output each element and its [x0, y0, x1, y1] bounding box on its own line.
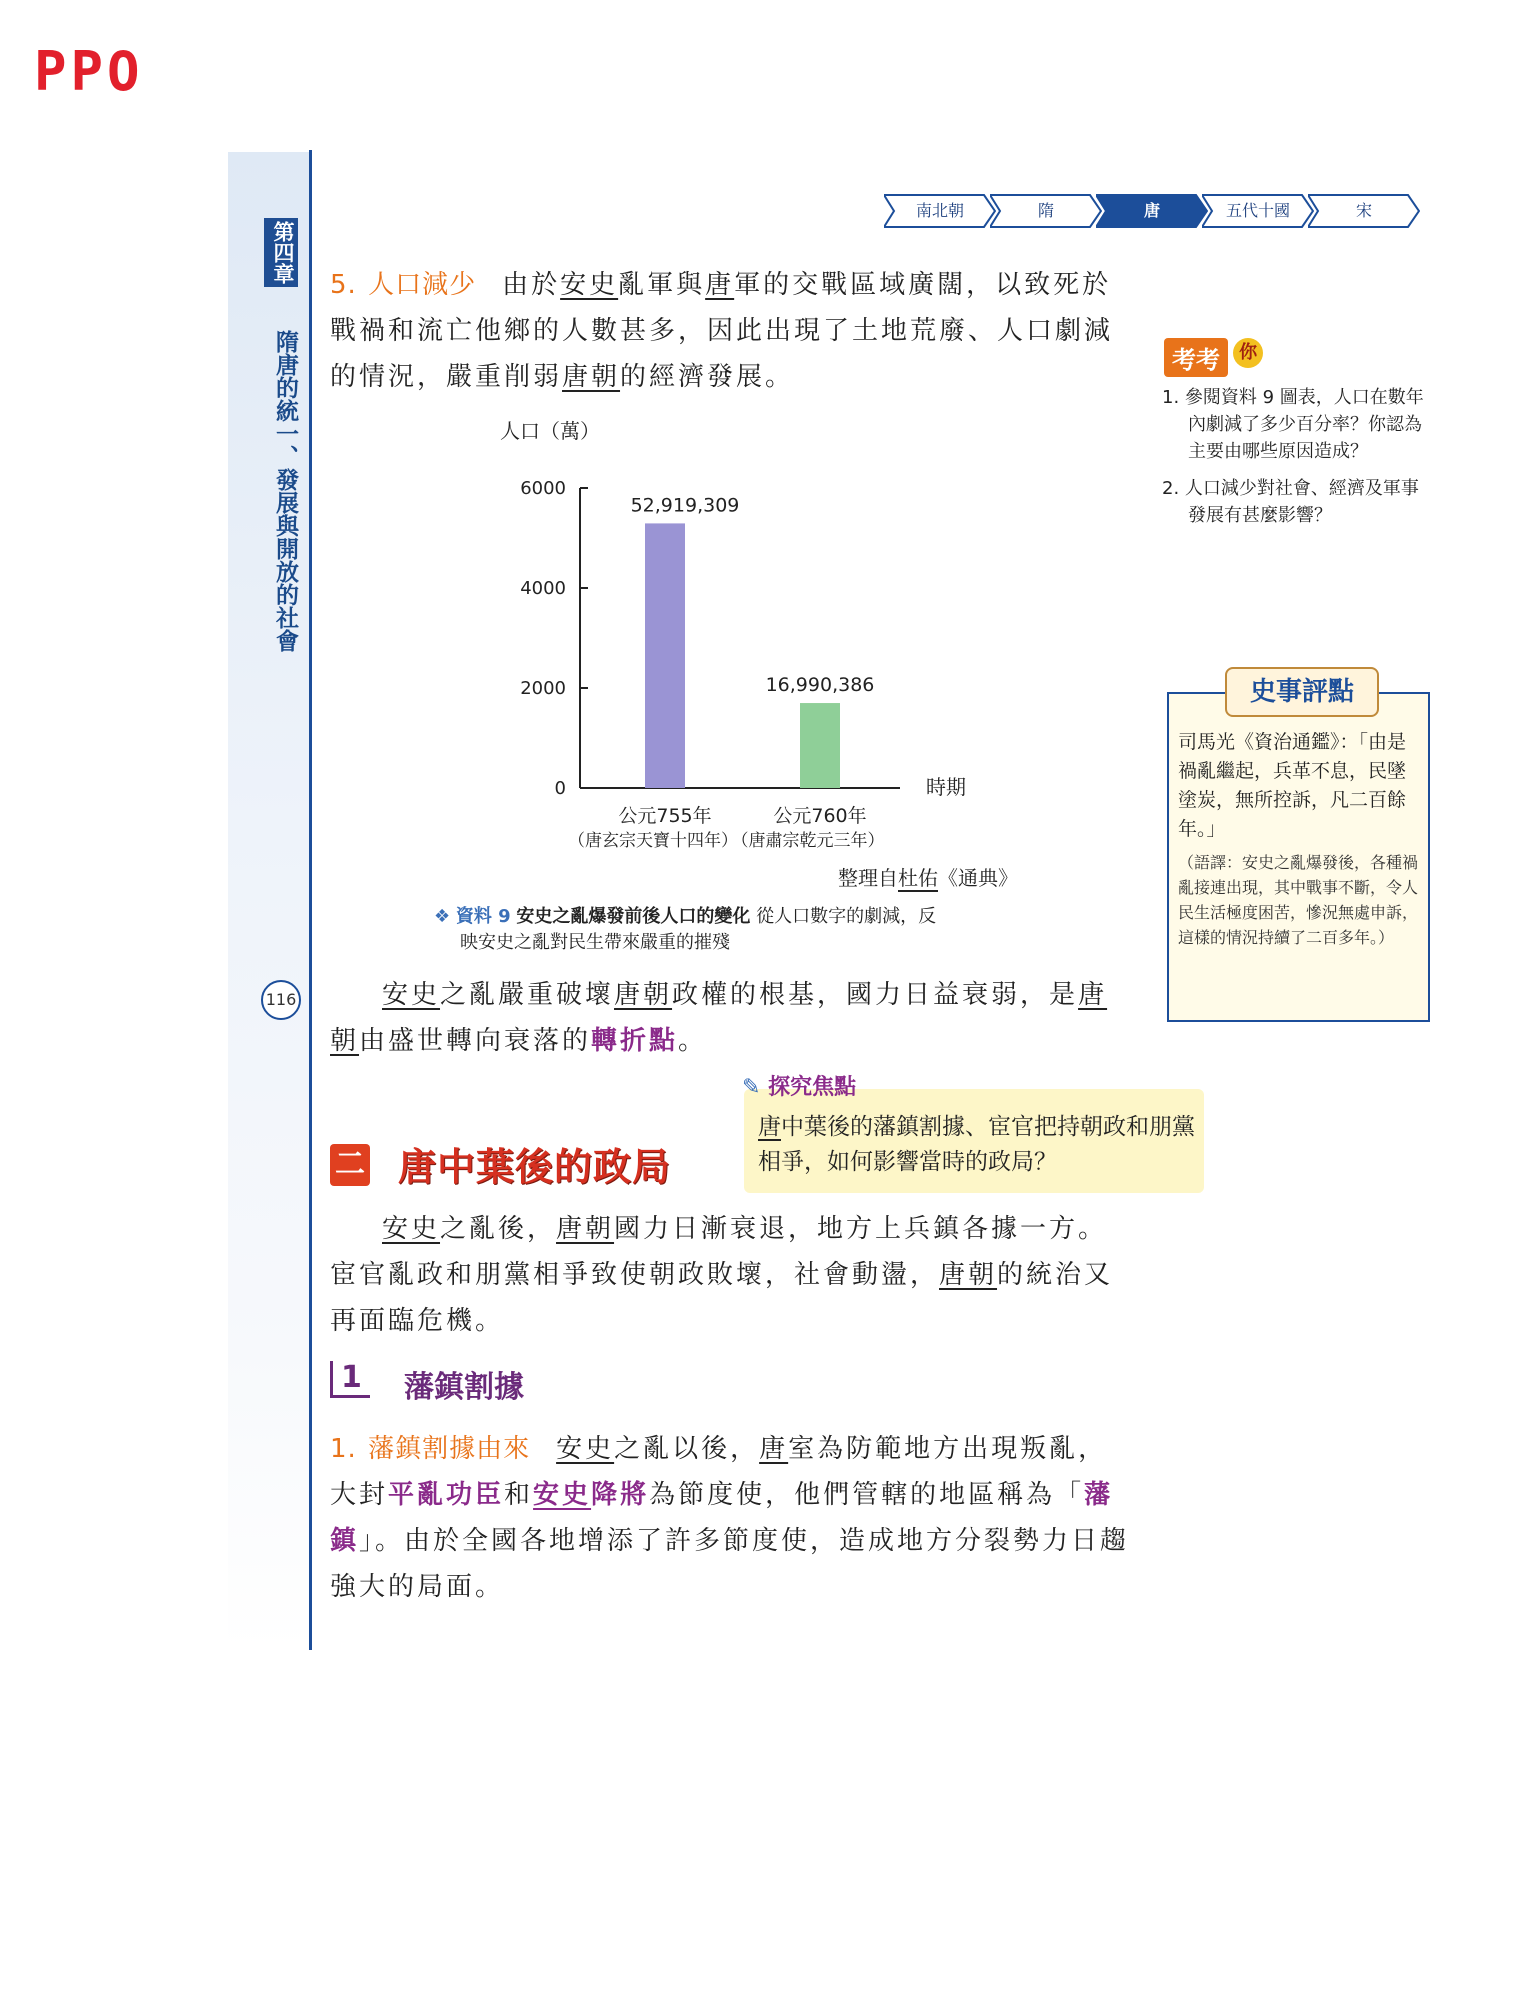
- text: 的經濟發展。: [620, 362, 795, 392]
- text: 」。由於全國各地增添了許多節度使，造成地方分裂勢力日趨強大的局面。: [330, 1526, 1130, 1602]
- timeline-item-song: 宋: [1308, 194, 1420, 228]
- timeline-item-sui: 隋: [990, 194, 1102, 228]
- key-term: 降將: [591, 1480, 650, 1510]
- inquiry-title-text: 探究焦點: [768, 1075, 857, 1100]
- para-number: 1.: [330, 1434, 357, 1464]
- proper-noun: 唐: [705, 270, 735, 300]
- inquiry-title: [742, 1070, 856, 1101]
- key-term: 安史: [533, 1480, 592, 1510]
- diamond-bullet-icon: ❖: [434, 906, 451, 927]
- bar-data-label: 16,990,386: [765, 674, 875, 697]
- text: 軍的交戰區域廣闊，以致死於戰禍和流亡他鄉的人數甚多，因此出現了土地荒廢、人口劇減的情況，嚴重削弱: [330, 270, 1114, 392]
- text: 之亂以後，: [614, 1434, 760, 1464]
- paragraph-turning-point: [330, 972, 1130, 1064]
- timeline-item-wudai: 五代十國: [1202, 194, 1314, 228]
- proper-noun: 安史: [382, 980, 441, 1010]
- proper-noun: 安史: [560, 270, 619, 300]
- caption-text: 從人口數字的劇減，反: [756, 906, 937, 927]
- chart-caption: [434, 904, 1054, 956]
- y-axis-label: 人口（萬）: [500, 419, 600, 443]
- x-subcategory-label: （唐玄宗天寶十四年）: [568, 831, 738, 851]
- section-number: 二: [330, 1144, 370, 1186]
- proper-noun: 唐朝: [330, 980, 1108, 1056]
- text: 和: [504, 1480, 534, 1510]
- subsection-title: 藩鎮割據: [404, 1370, 524, 1405]
- text: 國力日漸衰退，地方上兵鎮各據一方。宦官亂政和朋黨相爭致使朝政敗壞，社會動盪，: [330, 1214, 1108, 1290]
- kaokao-badge: 你: [1233, 338, 1263, 368]
- proper-noun: 唐: [758, 1114, 781, 1140]
- population-bar-chart: [480, 418, 1040, 858]
- key-term: 平亂功臣: [388, 1480, 505, 1510]
- paragraph-section2-intro: [330, 1206, 1130, 1344]
- kaokao-title: [1164, 338, 1263, 377]
- source-book: 《通典》: [938, 866, 1018, 890]
- question-item: 2. 人口減少對社會、經濟及軍事發展有甚麼影響？: [1162, 478, 1419, 526]
- x-axis-label: 時期: [926, 775, 966, 799]
- proper-noun: 唐朝: [614, 980, 673, 1010]
- kaokao-label: 考考: [1164, 338, 1228, 377]
- text: 的統治又再面臨危機。: [330, 1260, 1114, 1336]
- chapter-number: 第四章: [264, 218, 298, 287]
- key-term: 轉折點: [591, 1026, 679, 1056]
- commentary-translation: （語譯：安史之亂爆發後，各種禍亂接連出現，其中戰事不斷，令人民生活極度困苦，慘況無處申訴，這樣的情況持續了二百多年。）: [1178, 853, 1419, 947]
- text: 亂軍與: [618, 270, 706, 300]
- subsection-number-text: 1: [330, 1361, 370, 1398]
- sidebar-divider: [309, 150, 312, 1650]
- proper-noun: 唐: [759, 1434, 789, 1464]
- bar-1: [645, 523, 685, 788]
- commentary-quote: 司馬光《資治通鑑》：「由是禍亂繼起，兵革不息，民墜塗炭，無所控訴，凡二百餘年。」: [1178, 731, 1407, 840]
- text: 由於: [502, 270, 561, 300]
- caption-label: 資料 9: [455, 906, 511, 927]
- source-prefix: 整理自: [838, 866, 898, 890]
- section-title: 唐中葉後的政局: [398, 1145, 672, 1189]
- proper-noun: 安史: [382, 1214, 441, 1244]
- text: 中葉後的藩鎮割據、宦官把持朝政和朋黨相爭，如何影響當時的政局？: [758, 1114, 1195, 1175]
- x-category-label: 公元755年: [618, 805, 712, 827]
- bar-2: [800, 703, 840, 788]
- bar-data-label: 52,919,309: [630, 494, 740, 517]
- para-number: 5.: [330, 270, 357, 300]
- pencil-icon: ✎: [742, 1075, 761, 1100]
- timeline-item-nanbeichao: 南北朝: [884, 194, 996, 228]
- proper-noun: 唐朝: [556, 1214, 615, 1244]
- proper-noun: 唐朝: [562, 362, 621, 392]
- y-tick-label: 4000: [520, 578, 566, 599]
- caption-text-line2: 映安史之亂對民生帶來嚴重的摧殘: [460, 932, 730, 953]
- subsection-number: [330, 1360, 370, 1398]
- publisher-logo: PPO: [34, 40, 144, 103]
- paragraph-population-decline: [330, 262, 1130, 400]
- y-tick-label: 0: [554, 778, 566, 799]
- kaokao-questions: [1162, 384, 1434, 539]
- text: 之亂後，: [440, 1214, 557, 1244]
- y-tick-label: 2000: [520, 678, 566, 699]
- timeline-item-tang: 唐: [1096, 194, 1208, 228]
- proper-noun: 安史: [556, 1434, 615, 1464]
- y-tick-label: 6000: [520, 478, 566, 499]
- proper-noun: 唐朝: [939, 1260, 998, 1290]
- key-term: 藩鎮: [330, 1480, 1114, 1556]
- page-number: 116: [261, 980, 301, 1020]
- text: 由盛世轉向衰落的: [359, 1026, 592, 1056]
- x-subcategory-label: （唐肅宗乾元三年）: [731, 831, 885, 851]
- inquiry-text: [758, 1110, 1198, 1180]
- text: 為節度使，他們管轄的地區稱為「: [649, 1480, 1085, 1510]
- chart-source: [838, 862, 1018, 891]
- source-author: 杜佑: [898, 866, 938, 890]
- question-item: 1. 參閱資料 9 圖表，人口在數年內劇減了多少百分率？你認為主要由哪些原因造成？: [1162, 387, 1424, 462]
- paragraph-fanzhen-origin: [330, 1426, 1130, 1610]
- text: 室為防範地方出現叛亂，大封: [330, 1434, 1108, 1510]
- x-category-label: 公元760年: [773, 805, 867, 827]
- para-heading: 人口減少: [368, 270, 477, 300]
- text: 之亂嚴重破壞: [440, 980, 615, 1010]
- chapter-title: 隋唐的統一、發展與開放的社會: [272, 330, 299, 652]
- commentary-title: 史事評點: [1225, 667, 1379, 717]
- para-heading: 藩鎮割據由來: [368, 1434, 531, 1464]
- text: 政權的根基，國力日益衰弱，是: [672, 980, 1079, 1010]
- caption-title: 安史之亂爆發前後人口的變化: [516, 906, 751, 927]
- text: 。: [678, 1026, 708, 1056]
